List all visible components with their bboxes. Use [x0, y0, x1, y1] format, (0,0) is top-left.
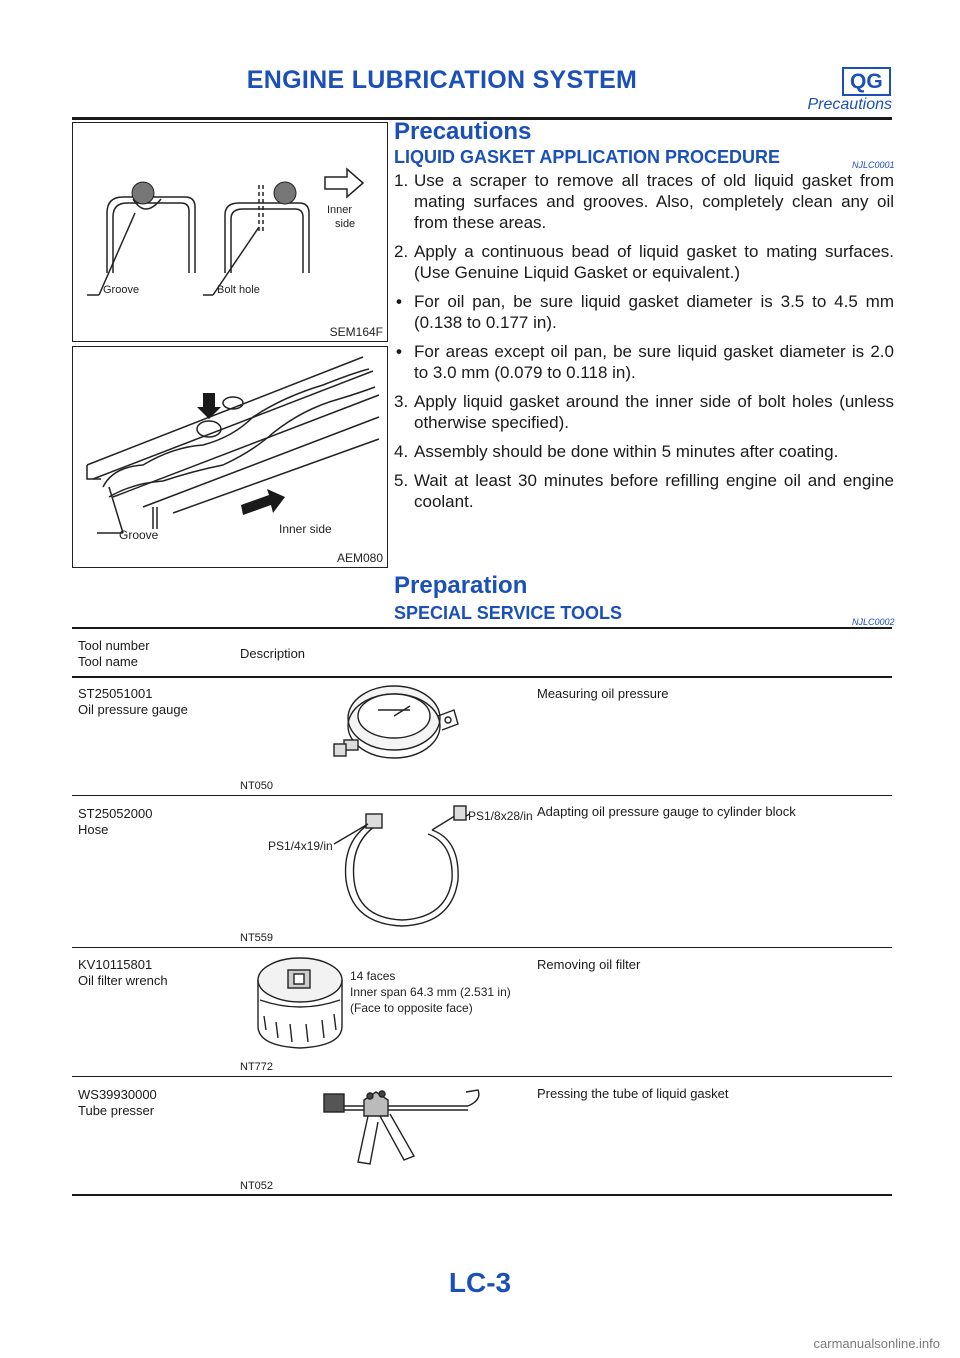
- tool-number: WS39930000: [78, 1087, 157, 1102]
- tool-number: ST25051001: [78, 686, 153, 701]
- tool-figure-code: NT050: [240, 780, 274, 792]
- table-row-divider: [72, 795, 892, 796]
- tool-description: Adapting oil pressure gauge to cylinder block: [537, 804, 796, 819]
- section-ref-code: NJLC0002: [852, 617, 895, 627]
- table-header-rule: [72, 676, 892, 678]
- hose-figure: [262, 800, 542, 934]
- step-item: 1. Use a scraper to remove all traces of old liquid gasket from mating surfaces and grooves. Also, completely clean any oil from these areas.: [394, 171, 894, 232]
- table-row: [78, 957, 238, 989]
- table-row: [78, 806, 238, 838]
- procedure-steps: [394, 170, 894, 520]
- tool-number: ST25052000: [78, 806, 153, 821]
- tool-description: Measuring oil pressure: [537, 686, 669, 701]
- figure-groove-bolt-hole: [72, 122, 388, 342]
- bullet-item: • For oil pan, be sure liquid gasket diameter is 3.5 to 4.5 mm (0.138 to 0.177 in).: [396, 292, 894, 332]
- step-item: 4. Assembly should be done within 5 minutes after coating.: [394, 442, 839, 461]
- bullet-item: • For areas except oil pan, be sure liquid gasket diameter is 2.0 to 3.0 mm (0.079 to 0.118 in).: [396, 342, 894, 382]
- site-watermark: carmanualsonline.info: [813, 1336, 940, 1351]
- header-tool-number: Tool number Tool name: [78, 638, 150, 669]
- tool-name: Oil filter wrench: [78, 973, 168, 988]
- table-top-rule: [72, 627, 892, 629]
- oil-pressure-gauge-figure: [330, 680, 480, 776]
- inner-side-label-1: Inner: [327, 204, 353, 216]
- inner-side-label-2: side: [335, 218, 356, 230]
- tool-name: Tube presser: [78, 1103, 155, 1118]
- table-row-divider: [72, 1076, 892, 1077]
- tube-presser-figure: [318, 1082, 488, 1174]
- header-description: Description: [240, 646, 306, 661]
- page-header-title: ENGINE LUBRICATION SYSTEM: [246, 66, 638, 94]
- step-item: 2. Apply a continuous bead of liquid gasket to mating surfaces. (Use Genuine Liquid Gasket or equivalent.): [394, 242, 894, 282]
- precautions-heading: Precautions: [394, 118, 532, 145]
- preparation-heading: Preparation: [394, 572, 528, 599]
- engine-badge: QG: [842, 67, 891, 96]
- groove-label: Groove: [103, 284, 140, 296]
- step-item: 5. Wait at least 30 minutes before refilling engine oil and engine coolant.: [394, 471, 894, 511]
- bead-diagram: [73, 347, 387, 567]
- groove-diagram: [73, 123, 387, 341]
- tool-figure-code: NT772: [240, 1061, 274, 1073]
- tool-figure-code: NT052: [240, 1180, 274, 1192]
- table-row: [78, 686, 238, 718]
- tool-description: Removing oil filter: [537, 957, 641, 972]
- tool-figure-code: NT559: [240, 932, 274, 944]
- bolt-hole-label: Bolt hole: [217, 284, 260, 296]
- figure-oil-pan-bead: [72, 346, 388, 568]
- special-tools-heading: SPECIAL SERVICE TOOLS: [394, 603, 623, 623]
- page-number: LC-3: [448, 1267, 512, 1298]
- tool-name: Oil pressure gauge: [78, 702, 188, 717]
- inner-side-label: Inner side: [279, 522, 332, 536]
- figure-code: AEM080: [336, 551, 383, 565]
- figure-code: SEM164F: [329, 325, 383, 339]
- groove-label: Groove: [119, 528, 159, 542]
- table-bottom-rule: [72, 1194, 892, 1196]
- step-item: 3. Apply liquid gasket around the inner side of bolt holes (unless otherwise specified).: [394, 392, 894, 432]
- page-header-subtitle: Precautions: [807, 96, 892, 113]
- table-row-divider: [72, 947, 892, 948]
- tool-number: KV10115801: [78, 957, 153, 972]
- table-row: [78, 1087, 238, 1119]
- tool-name: Hose: [78, 822, 109, 837]
- hose-thread-label-left: PS1/4x19/in: [268, 839, 333, 853]
- oil-filter-wrench-figure: [246, 950, 556, 1060]
- wrench-faces-label: 14 faces: [350, 969, 396, 983]
- hose-thread-label-right: PS1/8x28/in: [468, 809, 533, 823]
- tool-description: Pressing the tube of liquid gasket: [537, 1086, 729, 1101]
- section-ref-code: NJLC0001: [852, 160, 895, 170]
- liquid-gasket-heading: LIQUID GASKET APPLICATION PROCEDURE: [394, 147, 781, 167]
- wrench-span-label: Inner span 64.3 mm (2.531 in): [350, 985, 511, 999]
- wrench-face-note-label: (Face to opposite face): [350, 1001, 473, 1015]
